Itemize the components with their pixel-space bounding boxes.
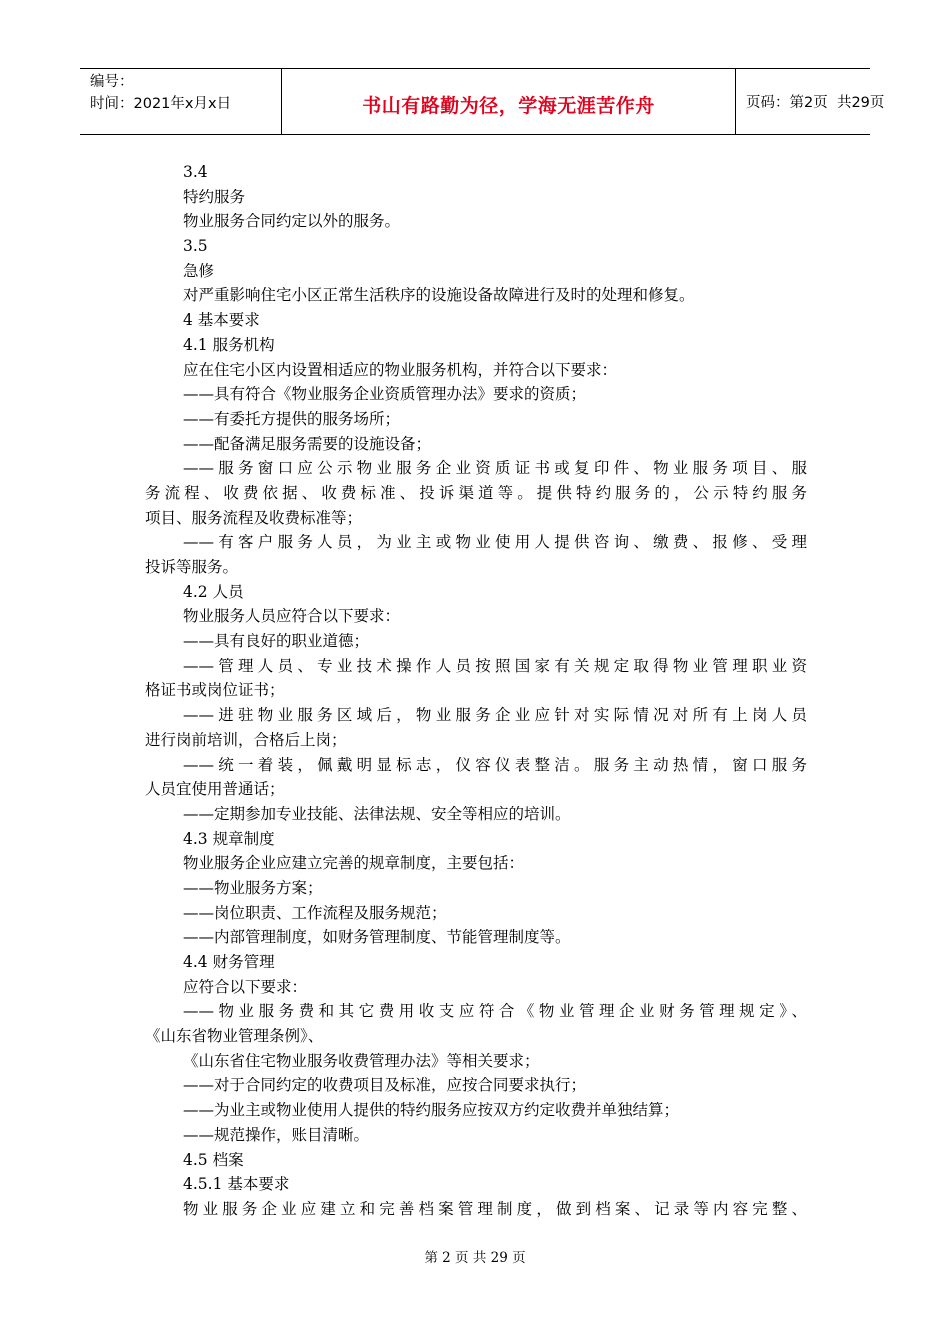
text-line: 《山东省物业管理条例》、 xyxy=(145,1027,324,1046)
text-line: ——有客户服务人员，为业主或物业使用人提供咨询、缴费、报修、受理 xyxy=(183,533,807,552)
text-line: ——具有良好的职业道德； xyxy=(183,632,370,651)
text-line: 项目、服务流程及收费标准等； xyxy=(145,508,363,527)
text-line: 物业服务企业应建立和完善档案管理制度，做到档案、记录等内容完整、 xyxy=(183,1199,807,1218)
text-line: ——服务窗口应公示物业服务企业资质证书或复印件、物业服务项目、服 xyxy=(183,459,807,478)
header-page-info: 页码：第2页 共29页 xyxy=(746,95,885,111)
header-page-info-cell xyxy=(736,69,885,134)
header-meta xyxy=(80,69,282,134)
text-line: 特约服务 xyxy=(183,187,246,206)
text-line: 4.3 规章制度 xyxy=(183,829,275,848)
text-line: ——内部管理制度，如财务管理制度、节能管理制度等。 xyxy=(183,928,571,947)
text-line: 格证书或岗位证书； xyxy=(145,681,285,700)
text-line: ——配备满足服务需要的设施设备； xyxy=(183,434,432,453)
text-line: 4.4 财务管理 xyxy=(183,953,275,971)
text-line: 4.5.1 基本要求 xyxy=(183,1175,290,1194)
text-line: ——物业服务费和其它费用收支应符合《物业管理企业财务管理规定》、 xyxy=(183,1002,807,1021)
text-line: 物业服务企业应建立完善的规章制度，主要包括： xyxy=(183,854,525,873)
text-line: 应符合以下要求： xyxy=(183,977,308,996)
text-line: 3.4 xyxy=(183,163,208,181)
text-line: ——为业主或物业使用人提供的特约服务应按双方约定收费并单独结算； xyxy=(183,1101,680,1120)
text-line: 3.5 xyxy=(183,237,208,256)
text-line: 4.2 人员 xyxy=(183,582,244,601)
text-line: 人员宜使用普通话； xyxy=(145,780,285,799)
page-header xyxy=(80,68,885,135)
document-number-label: 编号： xyxy=(90,74,134,90)
text-line: 进行岗前培训，合格后上岗； xyxy=(145,730,347,749)
text-line: ——具有符合《物业服务企业资质管理办法》要求的资质； xyxy=(183,385,587,404)
header-motto-cell xyxy=(282,69,736,134)
document-date-label: 时间：2021年x月x日 xyxy=(90,96,232,112)
text-line: ——物业服务方案； xyxy=(183,878,323,897)
text-line: 急修 xyxy=(183,261,215,280)
text-line: 物业服务合同约定以外的服务。 xyxy=(183,212,401,231)
text-line: ——对于合同约定的收费项目及标准，应按合同要求执行； xyxy=(183,1076,587,1095)
text-line: 4.1 服务机构 xyxy=(183,335,275,354)
text-line: 4 基本要求 xyxy=(183,311,260,330)
text-line: ——有委托方提供的服务场所； xyxy=(183,409,401,428)
page-footer: 第 2 页 共 29 页 xyxy=(424,1250,526,1266)
text-line: ——定期参加专业技能、法律法规、安全等相应的培训。 xyxy=(183,804,571,823)
text-line: ——规范操作，账目清晰。 xyxy=(183,1125,370,1144)
text-line: ——统一着装，佩戴明显标志，仪容仪表整洁。服务主动热情，窗口服务 xyxy=(183,755,807,774)
text-line: 应在住宅小区内设置相适应的物业服务机构，并符合以下要求： xyxy=(183,360,618,379)
text-line: 投诉等服务。 xyxy=(145,558,239,576)
text-line: ——岗位职责、工作流程及服务规范； xyxy=(183,903,447,922)
text-line: 《山东省住宅物业服务收费管理办法》等相关要求； xyxy=(183,1051,540,1070)
text-line: ——进驻物业服务区域后，物业服务企业应针对实际情况对所有上岗人员 xyxy=(183,706,807,725)
text-line: 对严重影响住宅小区正常生活秩序的设施设备故障进行及时的处理和修复。 xyxy=(183,286,695,305)
header-motto: 书山有路勤为径，学海无涯苦作舟 xyxy=(362,95,655,117)
text-line: 4.5 档案 xyxy=(183,1150,244,1169)
text-line: ——管理人员、专业技术操作人员按照国家有关规定取得物业管理职业资 xyxy=(183,656,807,675)
text-line: 务流程、收费依据、收费标准、投诉渠道等。提供特约服务的，公示特约服务 xyxy=(145,483,807,502)
document-body xyxy=(145,160,807,1222)
text-line: 物业服务人员应符合以下要求： xyxy=(183,607,401,626)
